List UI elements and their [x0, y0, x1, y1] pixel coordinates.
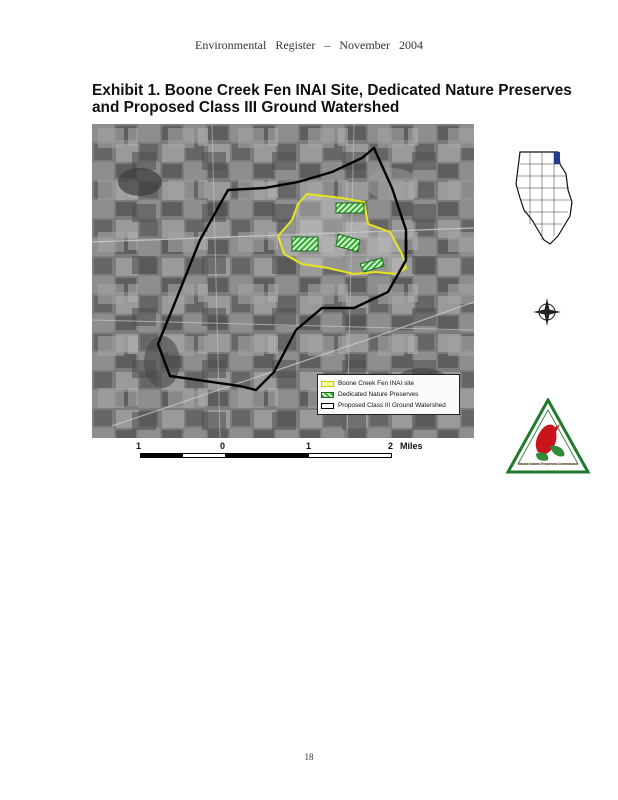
page-number: 18	[304, 752, 314, 762]
scale-label: 0	[220, 441, 226, 451]
scale-labels	[92, 441, 482, 453]
legend-item-inai-site	[321, 378, 456, 389]
legend-item-preserves	[321, 389, 456, 400]
scale-segment	[225, 454, 309, 457]
exhibit-title: Exhibit 1. Boone Creek Fen INAI Site, Dedicated Nature Preserves and Proposed Class III Ground Watershed	[92, 82, 572, 116]
scale-units: Miles	[400, 441, 423, 451]
illinois-locator-icon	[514, 150, 576, 246]
scale-segment	[141, 454, 183, 457]
legend-label: Dedicated Nature Preserves	[338, 391, 419, 398]
legend-label: Boone Creek Fen INAI site	[338, 380, 415, 387]
running-header: Environmental Register – November 2004	[195, 38, 423, 52]
logo-caption: Illinois Nature Preserves Commission	[518, 462, 578, 466]
north-arrow-icon	[529, 294, 565, 330]
scale-bar	[140, 453, 392, 458]
scale-segment	[183, 454, 225, 457]
preserve-swatch	[321, 392, 334, 398]
inai-site-swatch	[321, 381, 334, 387]
scale-label: 1	[136, 441, 142, 451]
preserve-polygon-2	[292, 237, 318, 251]
legend-label: Proposed Class III Ground Watershed	[338, 402, 446, 409]
scale-label: 2	[388, 441, 394, 451]
legend-item-watershed	[321, 400, 456, 411]
preserve-polygon-1	[336, 203, 364, 213]
scale-label: 1	[306, 441, 312, 451]
map-legend	[317, 374, 460, 415]
scale-segment	[309, 454, 391, 457]
watershed-swatch	[321, 403, 334, 409]
